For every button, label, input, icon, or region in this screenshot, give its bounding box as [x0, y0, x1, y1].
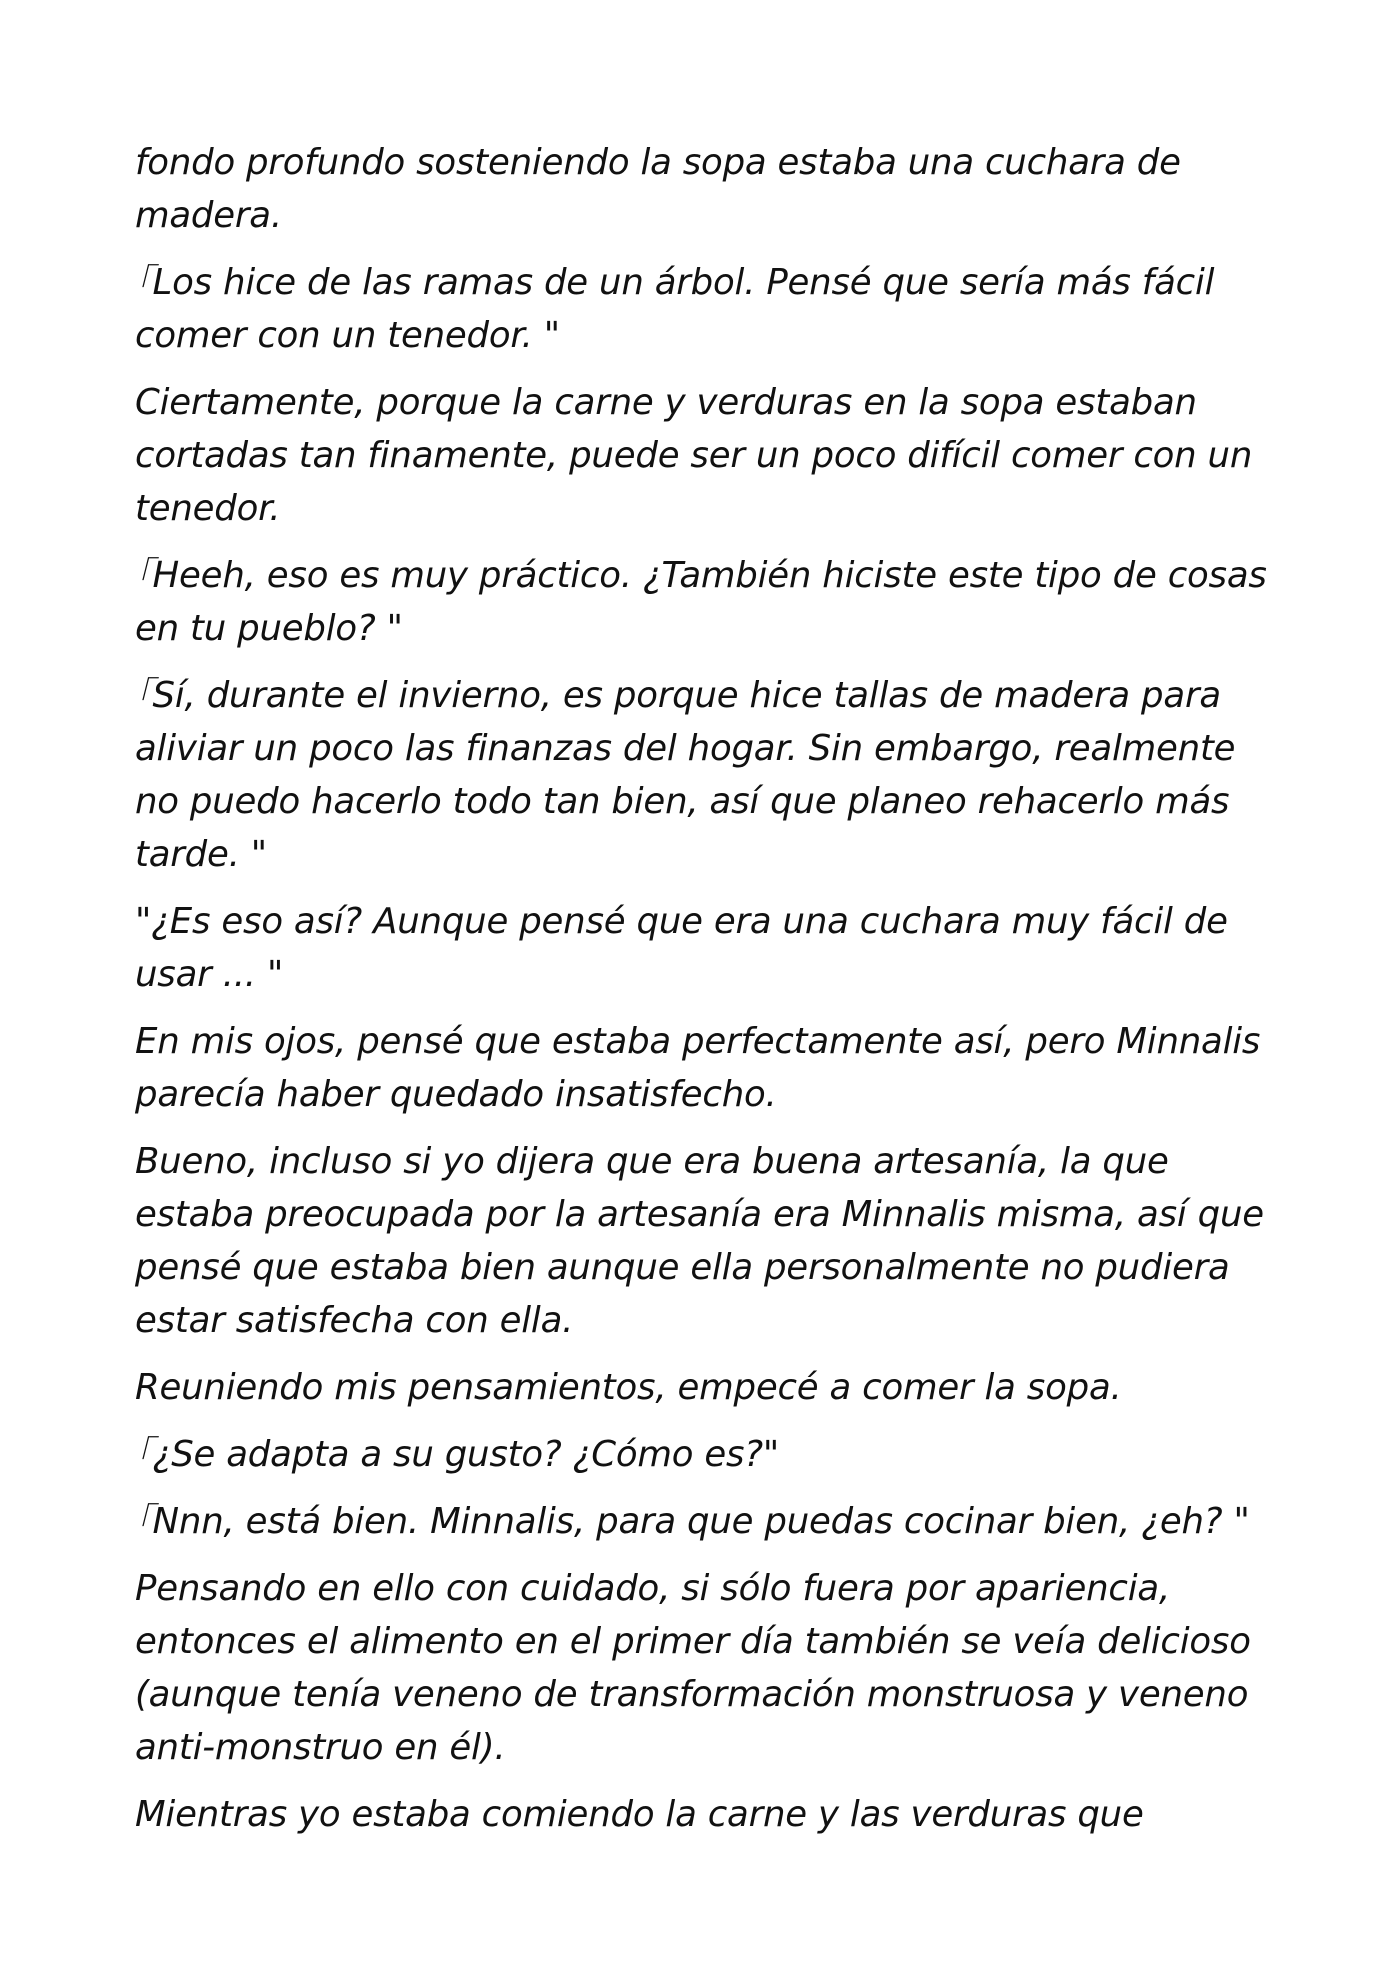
paragraph: Ciertamente, porque la carne y verduras en la sopa estaban cortadas tan finamente, puede ser un poco difícil comer con un tenedor. — [135, 382, 1253, 529]
paragraph: ｢¿Se adapta a su gusto? ¿Cómo es?" — [135, 1434, 780, 1475]
paragraph: En mis ojos, pensé que estaba perfectamente así, pero Minnalis parecía haber quedado insatisfecho. — [135, 1021, 1261, 1115]
paragraph: Reuniendo mis pensamientos, empecé a comer la sopa. — [135, 1367, 1122, 1408]
paragraph: "¿Es eso así? Aunque pensé que era una cuchara muy fácil de usar ... " — [135, 901, 1228, 995]
text-body — [135, 136, 1275, 1855]
paragraph: Pensando en ello con cuidado, si sólo fuera por apariencia, entonces el alimento en el primer día también se veía delicioso (aunque tenía veneno de transformación monstruosa y veneno anti-monstruo en él). — [135, 1568, 1251, 1768]
paragraph: Mientras yo estaba comiendo la carne y las verduras que — [135, 1794, 1144, 1835]
paragraph: Bueno, incluso si yo dijera que era buena artesanía, la que estaba preocupada por la artesanía era Minnalis misma, así que pensé que estaba bien aunque ella personalmente no pudiera estar satisfecha con ella. — [135, 1141, 1264, 1341]
paragraph: ｢Sí, durante el invierno, es porque hice tallas de madera para aliviar un poco las finanzas del hogar. Sin embargo, realmente no puedo hacerlo todo tan bien, así que planeo rehacerlo más tarde. " — [135, 675, 1236, 875]
paragraph: ｢Nnn, está bien. Minnalis, para que puedas cocinar bien, ¿eh? " — [135, 1501, 1250, 1542]
paragraph: fondo profundo sosteniendo la sopa estaba una cuchara de madera. — [135, 142, 1181, 236]
paragraph: ｢Los hice de las ramas de un árbol. Pensé que sería más fácil comer con un tenedor. " — [135, 262, 1215, 356]
paragraph: ｢Heeh, eso es muy práctico. ¿También hiciste este tipo de cosas en tu pueblo? " — [135, 555, 1267, 649]
